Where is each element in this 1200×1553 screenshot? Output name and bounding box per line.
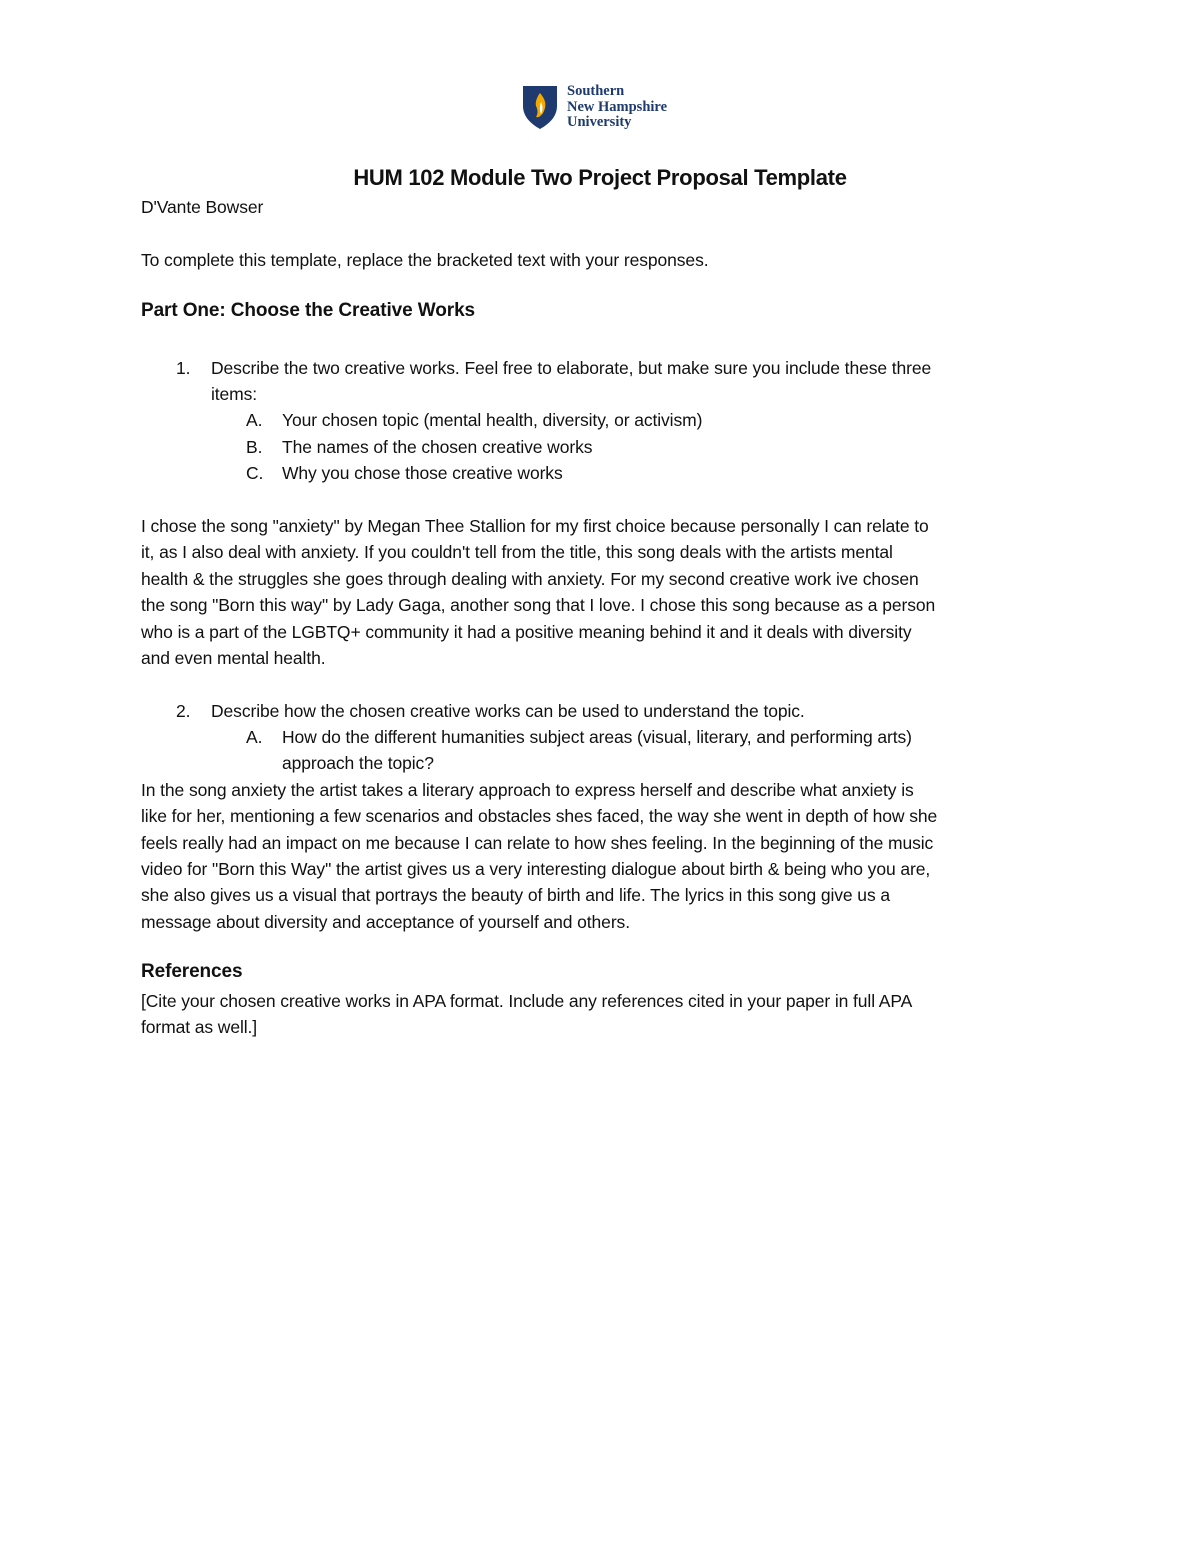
q1-text-line-1: Describe the two creative works. Feel free to elaborate, but make sure you include these three: [211, 358, 932, 378]
q1-item-b-marker: B.: [246, 437, 263, 457]
q1-text-line-2: items:: [211, 384, 258, 404]
references-line-2: format as well.]: [141, 1017, 258, 1037]
q1-item-c-text: Why you chose those creative works: [282, 463, 563, 483]
instructions-text: To complete this template, replace the bracketed text with your responses.: [141, 250, 709, 270]
q2-text: Describe how the chosen creative works can be used to understand the topic.: [211, 701, 805, 721]
author-name: D'Vante Bowser: [141, 197, 264, 217]
references-line-1: [Cite your chosen creative works in APA format. Include any references cited in your paper in full APA: [141, 991, 913, 1011]
answer-2-line-6: message about diversity and acceptance of yourself and others.: [141, 912, 630, 932]
q2-item-a-line-2: approach the topic?: [282, 753, 434, 773]
q1-item-a-marker: A.: [246, 410, 263, 430]
answer-1-line-6: and even mental health.: [141, 648, 326, 668]
answer-2-line-4: video for "Born this Way" the artist gives us a very interesting dialogue about birth & being who you are,: [141, 859, 931, 879]
answer-2-line-3: feels really had an impact on me because I can relate to how shes feeling. In the beginning of the music: [141, 833, 934, 853]
logo-line-3: University: [567, 114, 632, 130]
q1-item-c-marker: C.: [246, 463, 264, 483]
answer-1-line-4: the song "Born this way" by Lady Gaga, another song that I love. I chose this song because as a person: [141, 595, 936, 615]
answer-1-line-1: I chose the song "anxiety" by Megan Thee Stallion for my first choice because personally I can relate to: [141, 516, 929, 536]
shield-flame-icon: [521, 84, 561, 130]
university-logo: [521, 84, 691, 132]
q2-number: 2.: [176, 701, 191, 721]
page-title: HUM 102 Module Two Project Proposal Template: [353, 165, 847, 190]
answer-2-line-2: like for her, mentioning a few scenarios and obstacles shes faced, the way she went in depth of how she: [141, 806, 938, 826]
answer-1-line-5: who is a part of the LGBTQ+ community it had a positive meaning behind it and it deals with diversity: [141, 622, 912, 642]
q1-item-a-text: Your chosen topic (mental health, diversity, or activism): [282, 410, 703, 430]
q1-number: 1.: [176, 358, 191, 378]
answer-1-line-3: health & the struggles she goes through dealing with anxiety. For my second creative work ive chosen: [141, 569, 919, 589]
references-heading: References: [141, 961, 243, 982]
q2-item-a-line-1: How do the different humanities subject areas (visual, literary, and performing arts): [282, 727, 912, 747]
q1-item-b-text: The names of the chosen creative works: [282, 437, 593, 457]
answer-2-line-1: In the song anxiety the artist takes a literary approach to express herself and describe what anxiety is: [141, 780, 914, 800]
answer-2-line-5: she also gives us a visual that portrays the beauty of birth and life. The lyrics in this song give us a: [141, 885, 890, 905]
logo-line-2: New Hampshire: [567, 98, 668, 115]
logo-wordmark: [567, 84, 667, 131]
logo-line-1: Southern: [567, 83, 625, 99]
q2-item-a-marker: A.: [246, 727, 263, 747]
part-one-heading: Part One: Choose the Creative Works: [141, 300, 476, 321]
answer-1-line-2: it, as I also deal with anxiety. If you couldn't tell from the title, this song deals with the artists mental: [141, 542, 893, 562]
